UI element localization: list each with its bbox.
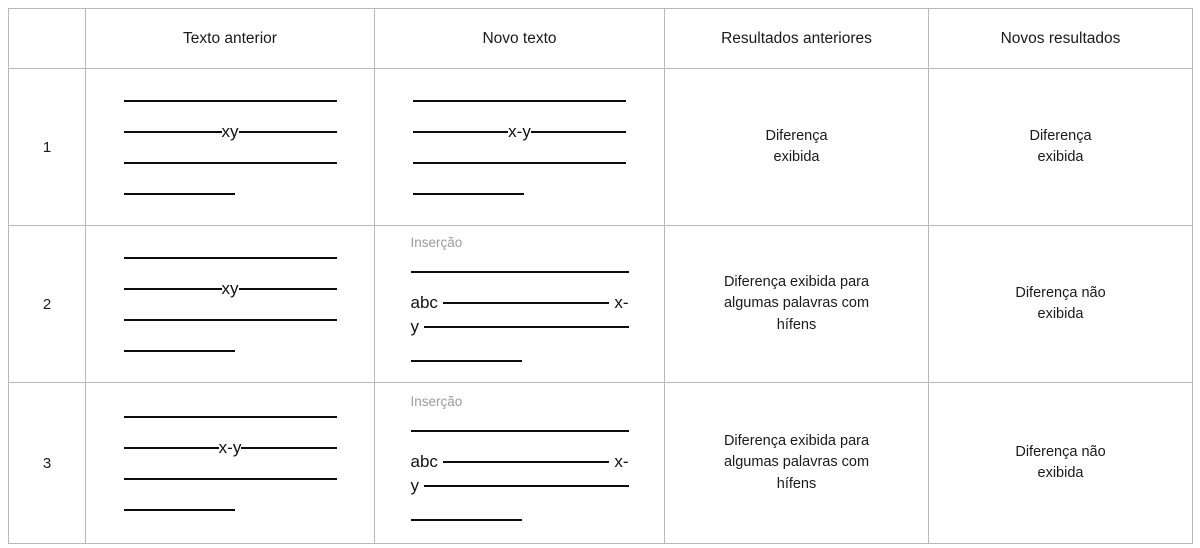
text-lines-group	[124, 246, 337, 363]
text-rule	[124, 193, 235, 195]
result-line: hífens	[776, 316, 817, 333]
text-rule	[413, 100, 626, 102]
header-cell-novo-texto: Novo texto	[375, 9, 665, 69]
text-rule	[124, 319, 337, 321]
new-result-cell	[929, 226, 1193, 383]
text-line-with-word	[124, 120, 337, 144]
text-rule	[124, 257, 337, 259]
text-line	[411, 260, 629, 284]
text-line-with-word	[124, 436, 337, 460]
wrapped-word: y	[410, 476, 419, 495]
previous-result-cell	[665, 69, 929, 226]
trailing-word: x-	[614, 452, 629, 471]
text-lines-group	[411, 395, 629, 532]
text-line	[411, 419, 629, 443]
line-spacer	[411, 498, 629, 508]
trailing-word: x-	[614, 293, 629, 312]
line-spacer	[124, 270, 337, 277]
text-rule	[413, 162, 626, 164]
text-rule	[124, 350, 235, 352]
text-rule	[424, 326, 629, 328]
text-rule	[413, 131, 508, 133]
line-spacer	[411, 443, 629, 450]
text-line	[413, 89, 626, 113]
text-rule	[239, 131, 337, 133]
text-line-short	[124, 339, 337, 363]
line-spacer	[413, 113, 626, 120]
new-text-diagram-cell	[375, 383, 665, 544]
line-spacer	[124, 491, 337, 498]
text-block-new	[375, 236, 664, 373]
line-spacer	[124, 144, 337, 151]
line-spacer	[124, 113, 337, 120]
text-line-with-word	[413, 120, 626, 144]
new-text-diagram-cell	[375, 226, 665, 383]
result-line: Diferença exibida para	[723, 274, 870, 291]
old-text-diagram-cell	[86, 69, 375, 226]
header-cell-index	[9, 9, 86, 69]
previous-result-cell	[665, 226, 929, 383]
new-result-cell	[929, 383, 1193, 544]
text-block-new	[375, 395, 664, 532]
text-line	[124, 246, 337, 270]
header-cell-texto-anterior: Texto anterior	[86, 9, 375, 69]
result-line: exibida	[1037, 149, 1084, 165]
inline-word: xy	[221, 279, 239, 298]
text-lines-group	[124, 405, 337, 522]
text-rule	[124, 162, 337, 164]
leading-word: abc	[410, 452, 438, 471]
line-spacer	[124, 332, 337, 339]
header-cell-resultados-anteriores: Resultados anteriores	[665, 9, 929, 69]
text-rule	[124, 509, 235, 511]
text-line-short	[124, 498, 337, 522]
text-lines-group	[413, 89, 626, 206]
text-line-short	[411, 508, 629, 532]
text-line-with-wrapped-word	[411, 315, 629, 339]
text-rule	[124, 100, 337, 102]
text-rule	[413, 193, 524, 195]
line-spacer	[124, 460, 337, 467]
result-line: algumas palavras com	[723, 295, 870, 312]
text-rule	[411, 430, 629, 432]
text-rule	[124, 416, 337, 418]
text-rule	[241, 447, 336, 449]
insertion-label: Inserção	[410, 393, 463, 409]
row-number: 2	[9, 226, 86, 383]
new-text-diagram-cell	[375, 69, 665, 226]
text-line	[413, 151, 626, 175]
text-block-new	[375, 89, 664, 206]
row-number: 1	[9, 69, 86, 226]
text-block-old	[86, 246, 374, 363]
line-spacer	[411, 339, 629, 349]
text-line	[124, 89, 337, 113]
result-line: Diferença não	[1015, 443, 1106, 460]
text-rule	[411, 271, 629, 273]
result-line: hífens	[776, 475, 817, 492]
line-spacer	[411, 284, 629, 291]
result-line: Diferença exibida para	[723, 433, 870, 450]
text-block-old	[86, 405, 374, 522]
result-line: algumas palavras com	[723, 454, 870, 471]
text-rule	[124, 478, 337, 480]
text-line	[124, 467, 337, 491]
result-line: exibida	[1037, 306, 1084, 322]
inline-word: xy	[221, 122, 239, 141]
text-line-short	[124, 182, 337, 206]
text-line-with-words	[411, 450, 629, 474]
inline-word: x-y	[218, 438, 242, 457]
diff-comparison-table	[8, 8, 1193, 544]
line-spacer	[124, 175, 337, 182]
line-spacer	[124, 429, 337, 436]
text-line	[124, 405, 337, 429]
text-rule	[124, 131, 222, 133]
old-text-diagram-cell	[86, 226, 375, 383]
table-row	[9, 69, 1193, 226]
text-rule	[531, 131, 626, 133]
result-line: exibida	[1037, 465, 1084, 481]
header-cell-novos-resultados: Novos resultados	[929, 9, 1193, 69]
result-line: exibida	[773, 149, 820, 165]
line-spacer	[413, 144, 626, 151]
new-result-cell	[929, 69, 1193, 226]
leading-word: abc	[410, 293, 438, 312]
table-header-row	[9, 9, 1193, 69]
inline-word: x-y	[508, 122, 531, 141]
diff-comparison-table-container	[8, 8, 1192, 544]
text-lines-group	[124, 89, 337, 206]
table-row	[9, 383, 1193, 544]
line-spacer	[124, 301, 337, 308]
insertion-label: Inserção	[410, 234, 463, 250]
result-line: Diferença	[765, 127, 828, 144]
text-lines-group	[411, 236, 629, 373]
text-rule	[424, 485, 629, 487]
previous-result-cell	[665, 383, 929, 544]
table-row	[9, 226, 1193, 383]
text-line-short	[411, 349, 629, 373]
wrapped-word: y	[410, 317, 419, 336]
text-rule	[239, 288, 337, 290]
text-block-old	[86, 89, 374, 206]
text-rule	[124, 447, 219, 449]
text-line-short	[413, 182, 626, 206]
line-spacer	[413, 175, 626, 182]
result-line: Diferença não	[1015, 284, 1106, 301]
old-text-diagram-cell	[86, 383, 375, 544]
row-number: 3	[9, 383, 86, 544]
text-rule	[443, 461, 609, 463]
text-line-with-word	[124, 277, 337, 301]
text-rule	[411, 360, 522, 362]
text-rule	[124, 288, 222, 290]
result-line: Diferença	[1029, 127, 1092, 144]
text-line-with-wrapped-word	[411, 474, 629, 498]
text-rule	[443, 302, 609, 304]
text-line-with-words	[411, 291, 629, 315]
text-rule	[411, 519, 522, 521]
text-line	[124, 151, 337, 175]
text-line	[124, 308, 337, 332]
